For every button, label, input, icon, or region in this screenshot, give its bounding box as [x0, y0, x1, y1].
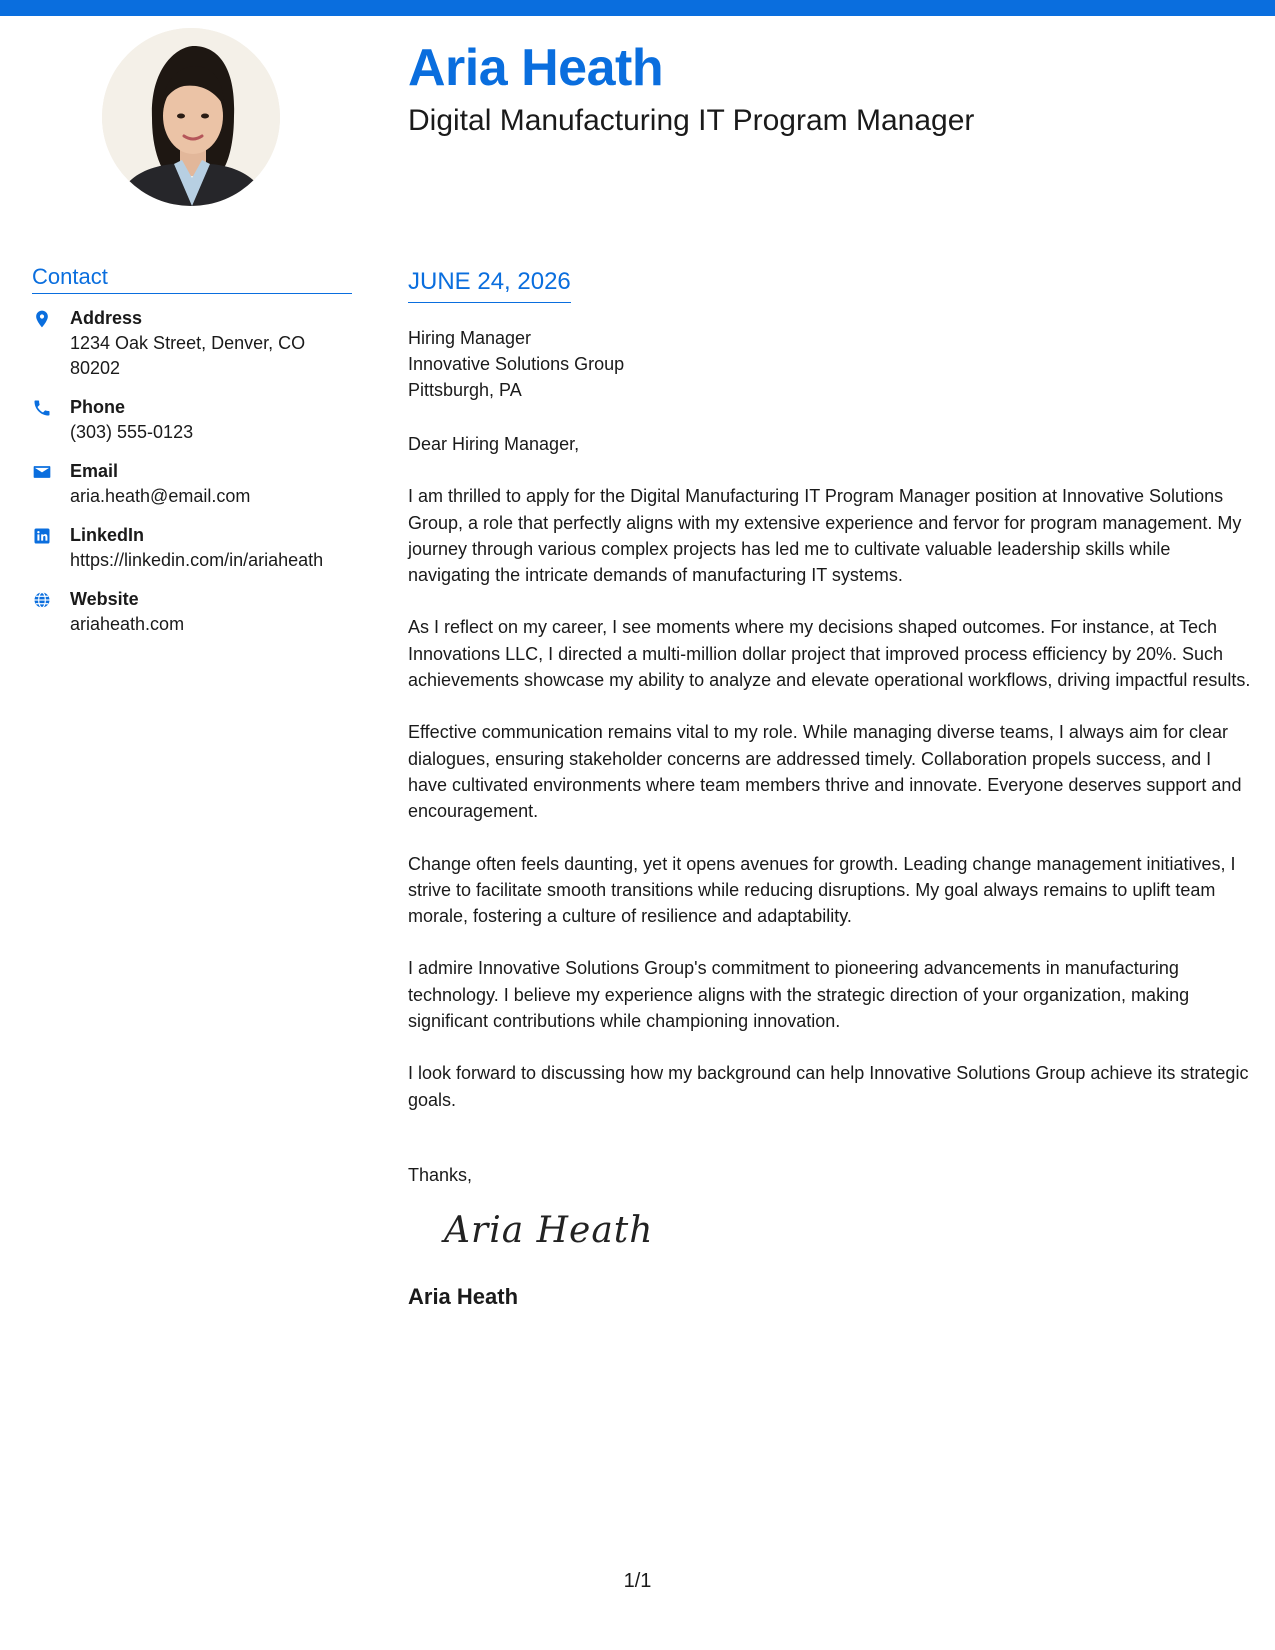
- letter-paragraph: Effective communication remains vital to my role. While managing diverse teams, I always aim for clear dialogues, ensuring stakeholder concerns are addressed timely. Collaboration propels success, and I have cultivated environments where team members thrive and innovate. Everyone deserves support and encouragement.: [408, 722, 1242, 822]
- contact-value-website[interactable]: ariaheath.com: [70, 614, 185, 634]
- contact-item-phone: [32, 395, 352, 445]
- contact-label-website: Website: [70, 589, 139, 609]
- letter-paragraph: I am thrilled to apply for the Digital Manufacturing IT Program Manager position at Innovative Solutions Group, a role that perfectly aligns with my extensive experience and fervor for program management. My journey through various complex projects has led me to cultivate valuable leadership skills while navigating the intricate demands of manufacturing IT systems.: [408, 486, 1242, 586]
- contact-item-email: [32, 459, 352, 509]
- recipient-line: Innovative Solutions Group: [408, 354, 625, 374]
- recipient-line: Hiring Manager: [408, 328, 532, 348]
- letter-date: JUNE 24, 2026: [408, 268, 571, 303]
- handwritten-signature: [440, 1202, 1253, 1258]
- top-accent-bar: [0, 0, 1275, 16]
- signer-name: Aria Heath: [408, 1283, 519, 1309]
- job-title: Digital Manufacturing IT Program Manager: [408, 104, 975, 137]
- letter-paragraph: As I reflect on my career, I see moments where my decisions shaped outcomes. For instance, at Tech Innovations LLC, I directed a multi-million dollar project that improved process efficiency by 20%. Such achievements showcase my ability to analyze and elevate operational workflows, driving impactful results.: [408, 617, 1251, 691]
- profile-photo: [102, 28, 280, 206]
- contact-value-address: 1234 Oak Street, Denver, CO 80202: [70, 333, 306, 378]
- closing: Thanks,: [408, 1164, 473, 1185]
- contact-label-email: Email: [70, 461, 119, 481]
- contact-label-linkedin: LinkedIn: [70, 525, 145, 545]
- phone-icon: [32, 395, 70, 418]
- letter-paragraph: Change often feels daunting, yet it opens avenues for growth. Leading change management initiatives, I strive to facilitate smooth transitions while reducing disruptions. My goal always remains to uplift team morale, fostering a culture of resilience and adaptability.: [408, 853, 1236, 927]
- linkedin-icon: [32, 523, 70, 546]
- contact-label-address: Address: [70, 308, 143, 328]
- recipient-line: Pittsburgh, PA: [408, 380, 522, 400]
- contact-item-linkedin: [32, 523, 352, 573]
- letter-body: [408, 268, 1253, 1310]
- contact-item-address: [32, 306, 352, 381]
- letter-content: [408, 431, 1253, 1113]
- letter-paragraph: I admire Innovative Solutions Group's commitment to pioneering advancements in manufacturing technology. I believe my experience aligns with the strategic direction of your organization, making significant contributions while championing innovation.: [408, 958, 1190, 1032]
- contact-sidebar: [32, 264, 352, 651]
- contact-item-website: [32, 587, 352, 637]
- applicant-name: Aria Heath: [408, 39, 664, 97]
- signature-text: Aria Heath: [444, 1209, 654, 1251]
- globe-icon: [32, 587, 70, 610]
- envelope-icon: [32, 459, 70, 482]
- contact-value-email[interactable]: aria.heath@email.com: [70, 486, 251, 506]
- salutation: Dear Hiring Manager,: [408, 434, 580, 454]
- contact-heading: Contact: [32, 264, 352, 294]
- contact-value-linkedin[interactable]: https://linkedin.com/in/ariaheath: [70, 550, 324, 570]
- page-number: 1/1: [623, 1570, 652, 1592]
- contact-label-phone: Phone: [70, 397, 126, 417]
- recipient-block: [408, 325, 1253, 403]
- contact-value-phone[interactable]: (303) 555-0123: [70, 422, 194, 442]
- location-pin-icon: [32, 306, 70, 329]
- letter-paragraph: I look forward to discussing how my background can help Innovative Solutions Group achieve its strategic goals.: [408, 1063, 1249, 1110]
